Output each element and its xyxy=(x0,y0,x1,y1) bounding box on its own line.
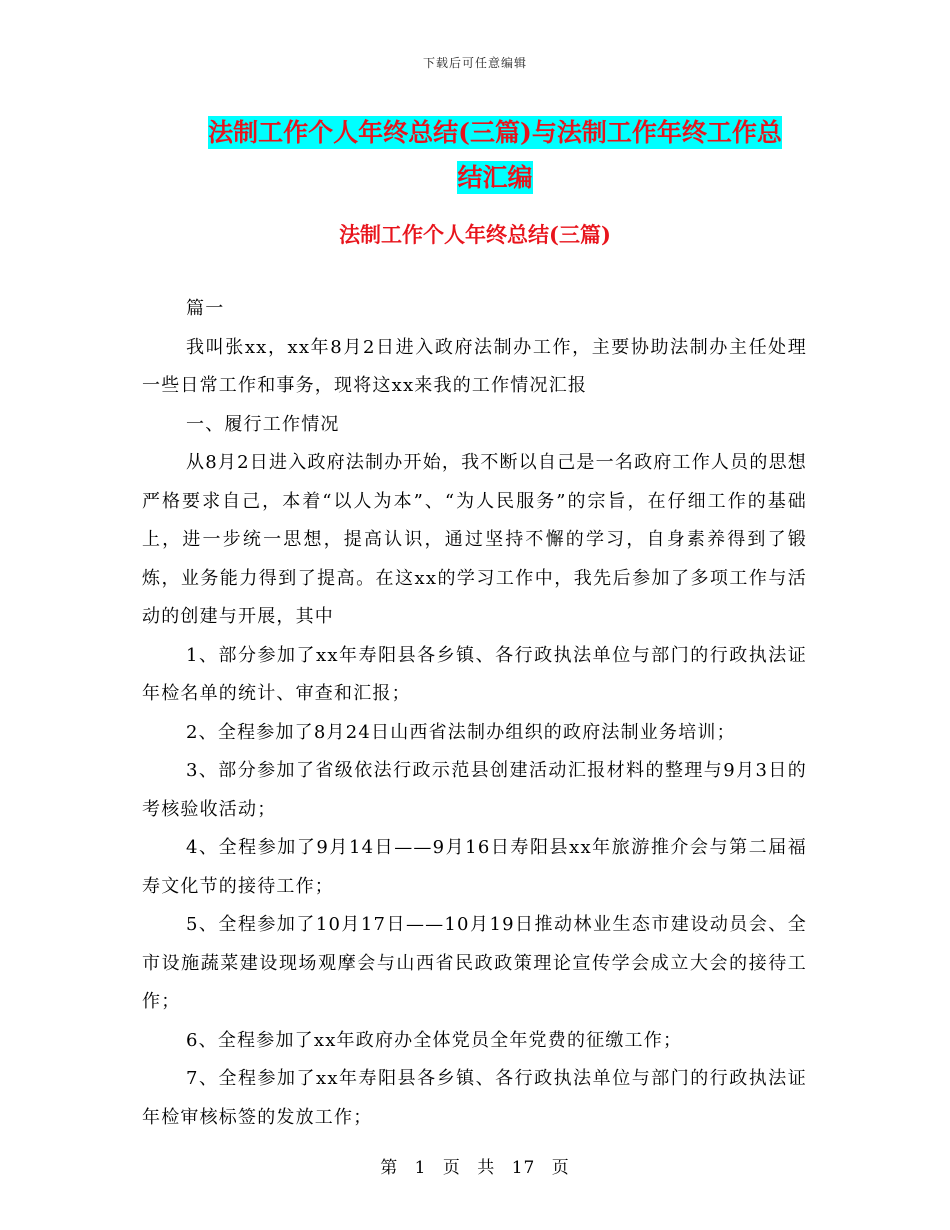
document-body xyxy=(142,290,807,1137)
paragraph: 6、全程参加了xx年政府办全体党员全年党费的征缴工作； xyxy=(186,1029,683,1051)
document-title-line-1 xyxy=(180,113,810,149)
section-title: 法制工作个人年终总结(三篇) xyxy=(339,222,611,247)
document-title-line-2 xyxy=(180,158,810,194)
page-footer xyxy=(0,1153,950,1178)
paragraph: 4、全程参加了9月14日——9月16日寿阳县xx年旅游推介会与第二届福寿文化节的接待工作； xyxy=(142,837,807,897)
footer-page-number: 1 xyxy=(414,1158,427,1178)
footer-page-prefix: 第 xyxy=(380,1158,399,1178)
paragraph: 5、全程参加了10月17日——10月19日推动林业生态市建设动员会、全市设施蔬菜建设现场观摩会与山西省民政政策理论宣传学会成立大会的接待工作； xyxy=(142,914,807,1012)
paragraph: 3、部分参加了省级依法行政示范县创建活动汇报材料的整理与9月3日的考核验收活动； xyxy=(142,760,807,820)
paragraph: 1、部分参加了xx年寿阳县各乡镇、各行政执法单位与部门的行政执法证年检名单的统计、审查和汇报； xyxy=(142,644,807,704)
footer-total-label: 共 xyxy=(477,1158,496,1178)
paragraph: 2、全程参加了8月24日山西省法制办组织的政府法制业务培训； xyxy=(186,721,736,743)
paragraph: 我叫张xx，xx年8月2日进入政府法制办工作，主要协助法制办主任处理一些日常工作和事务，现将这xx来我的工作情况汇报 xyxy=(142,336,807,396)
paragraph: 从8月2日进入政府法制办开始，我不断以自己是一名政府工作人员的思想严格要求自己，本着“以人为本”、“为人民服务”的宗旨，在仔细工作的基础上，进一步统一思想，提高认识，通过坚持不懈的学习，自身素养得到了锻炼，业务能力得到了提高。在这xx的学习工作中，我先后参加了多项工作与活动的创建与开展，其中 xyxy=(142,452,807,627)
paragraph: 一、履行工作情况 xyxy=(186,413,340,435)
paragraph: 篇一 xyxy=(186,298,225,319)
footer-page-mid: 页 xyxy=(442,1158,461,1178)
document-title-line-1-text: 法制工作个人年终总结(三篇)与法制工作年终工作总 xyxy=(208,118,782,147)
paragraph: 7、全程参加了xx年寿阳县各乡镇、各行政执法单位与部门的行政执法证年检审核标签的发放工作； xyxy=(142,1068,807,1128)
footer-page-suffix: 页 xyxy=(551,1158,570,1178)
header-note: 下载后可任意编辑 xyxy=(422,56,527,70)
footer-total-pages: 17 xyxy=(511,1158,536,1178)
document-title-line-2-text: 结汇编 xyxy=(457,163,533,192)
